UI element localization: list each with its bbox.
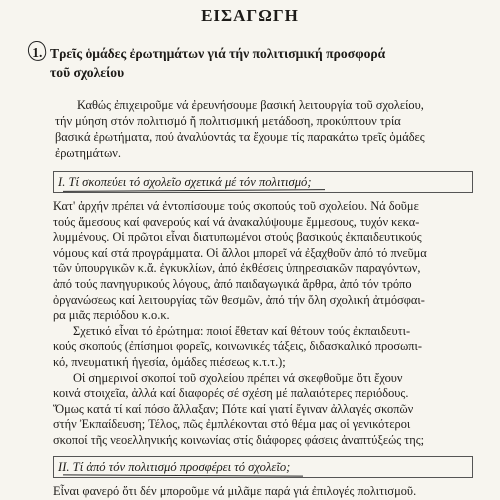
- body-line: νόμους καί στά προγράμματα. Οἱ ἄλλοι μπορεῖ νά ἐξαχθοῦν ἀπό τό πνεῦμα: [53, 245, 427, 260]
- intro-line: Καθώς ἐπιχειροῦμε νά ἐρευνήσουμε βασική λειτουργία τοῦ σχολείου,: [77, 98, 424, 112]
- body-line: ρα μιᾶς περιόδου κ.ο.κ.: [53, 308, 170, 323]
- body-line: κοινά στοιχεῖα, ἀλλά καί διαφορές σέ σχέση μέ παλαιότερες περιόδους.: [53, 386, 409, 401]
- body-line: λυμμένους. Οἱ πρῶτοι εἶναι διατυπωμένοι στούς βασικούς ἐκπαιδευτικούς: [53, 230, 422, 245]
- intro-line: βασικά ἐρωτήματα, πού ἀναλύοντάς τα ἔχουμε τίς παρακάτω τρεῖς ὁμάδες: [55, 130, 425, 144]
- body-line: τῶν ὑπουργικῶν κ.ἄ. ἐγκυκλίων, ἀπό ἐκθέσεις ὑπηρεσιακῶν παραγόντων,: [53, 261, 421, 276]
- body-line: Οἱ σημερινοί σκοποί τοῦ σχολείου πρέπει νά σκεφθοῦμε ὅτι ἔχουν: [73, 370, 403, 385]
- body-line: στήν Ἐκπαίδευση; Τέλος, πῶς ἐμπλέκονται στό θέμα μας οἱ γενικότεροι: [53, 417, 411, 432]
- chapter-title: ΕΙΣΑΓΩΓΗ: [201, 6, 299, 25]
- intro-paragraph: [55, 97, 475, 161]
- continuation-line: Εἶναι φανερό ὅτι δέν μποροῦμε νά μιλᾶμε παρά γιά ἐπιλογές πολιτισμοῦ.: [53, 484, 417, 498]
- body-line: ἀπό τούς πανηγυρικούς λόγους, ἀπό παιδαγωγικά ἄρθρα, ἀπό τόν τρόπο: [53, 276, 412, 291]
- intro-line: τήν μύηση στόν πολιτισμό ἤ πολιτισμική μετάδοση, προκύπτουν τρία: [55, 114, 401, 128]
- section-title-line-2: τοῦ σχολείου: [50, 65, 125, 80]
- body-line: Κατ' ἀρχήν πρέπει νά ἐντοπίσουμε τούς σκοπούς τοῦ σχολείου. Νά δοῦμε: [53, 199, 419, 213]
- intro-line: ἐρωτημάτων.: [55, 146, 121, 160]
- body-line: κούς σκοπούς (ἐπίσημοι φορεῖς, κοινωνικές τάξεις, διδασκαλικό προσωπι-: [53, 339, 422, 354]
- question-1-text: I. Τί σκοπεύει τό σχολεῖο σχετικά μέ τόν πολιτισμό;: [58, 175, 312, 189]
- body-line: κό, πνευματική ἡγεσία, ὁμάδες πιέσεως κ.τ.τ.);: [53, 354, 286, 369]
- body-paragraphs: [53, 199, 478, 449]
- circled-section-number: [27, 40, 48, 62]
- body-line: Ὅμως κατά τί καί πόσο ἄλλαξαν; Πότε καί γιατί ἔγιναν ἀλλαγές σκοπῶν: [53, 401, 414, 416]
- body-line: τούς ἄμεσους καί φανερούς καί νά ἀνακαλύψουμε ἔμμεσους, τυχόν κεκα-: [53, 214, 420, 229]
- body-line: Σχετικό εἶναι τό ἐρώτημα: ποιοί ἔθεταν καί θέτουν τούς ἐκπαιδευτι-: [73, 323, 411, 338]
- body-line: σκοποί τῆς νεοελληνικής κοινωνίας στίς διάφορες φάσεις ἀναπτύξεώς της;: [53, 432, 425, 447]
- body-line: ὀργανώσεως καί λειτουργίας τῶν θεσμῶν, ἀπό τήν ὅλη σχολική ἀτμόσφαι-: [53, 292, 425, 307]
- section-number: 1.: [32, 44, 43, 60]
- section-title-line-1: Τρεῖς ὁμάδες ἐρωτημάτων γιά τήν πολιτισμική προσφορά: [50, 46, 386, 61]
- question-2-text: II. Τί ἀπό τόν πολιτισμό προσφέρει τό σχολεῖο;: [58, 460, 291, 474]
